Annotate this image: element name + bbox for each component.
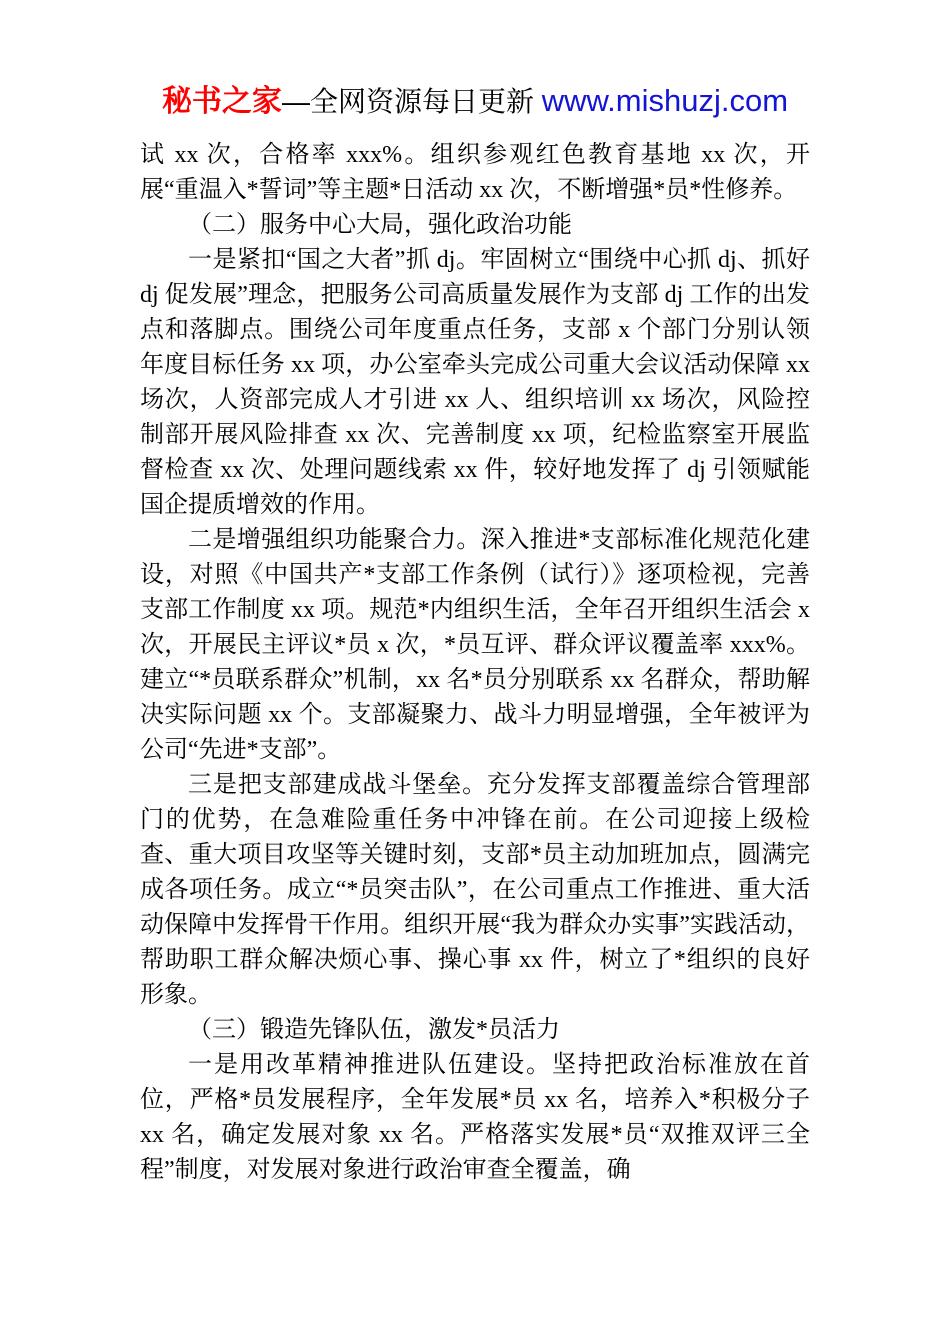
site-tagline: —全网资源每日更新 — [281, 86, 542, 117]
body-paragraph: 三是把支部建成战斗堡垒。充分发挥支部覆盖综合管理部门的优势，在急难险重任务中冲锋在前。在公司迎接上级检查、重大项目攻坚等关键时刻，支部*员主动加班加点，圆满完成各项任务。成立“*员突击队”，在公司重点工作推进、重大活动保障中发挥骨干作用。组织开展“我为群众办实事”实践活动，帮助职工群众解决烦心事、操心事 xx 件，树立了*组织的良好形象。 — [140, 772, 810, 1008]
site-brand: 秘书之家 — [161, 85, 282, 118]
section-heading-3: （三）锻造先锋队伍，激发*员活力 — [188, 1017, 560, 1043]
body-paragraph: 一是紧扣“国之大者”抓 dj。牢固树立“围绕中心抓 dj、抓好 dj 促发展”理念，把服务公司高质量发展作为支部 dj 工作的出发点和落脚点。围绕公司年度重点任务，支部 x 个部门分别认领年度目标任务 xx 项，办公室牵头完成公司重大会议活动保障 xx 场次，人资部完成人才引进 xx 人、组织培训 xx 场次，风险控制部开展风险排查 xx 次、完善制度 xx 项，纪检监察室开展监督检查 xx 次、处理问题线索 xx 件，较好地发挥了 dj 引领赋能国企提质增效的作用。 — [140, 247, 810, 518]
site-url-link[interactable]: www.mishuzj.com — [541, 83, 789, 118]
section-heading-2: （二）服务中心大局，强化政治功能 — [188, 212, 572, 238]
body-paragraph: 一是用改革精神推进队伍建设。坚持把政治标准放在首位，严格*员发展程序，全年发展*员 xx 名，培养入*积极分子 xx 名，确定发展对象 xx 名。严格落实发展*员“双推双评三全程”制度，对发展对象进行政治审查全覆盖，确 — [140, 1052, 810, 1183]
body-paragraph-continuation: 试 xx 次，合格率 xxx%。组织参观红色教育基地 xx 次，开展“重温入*誓词”等主题*日活动 xx 次，不断增强*员*性修养。 — [140, 142, 810, 203]
site-header — [0, 82, 950, 121]
document-body — [140, 138, 810, 1188]
body-paragraph: 二是增强组织功能聚合力。深入推进*支部标准化规范化建设，对照《中国共产*支部工作条例（试行）》逐项检视，完善支部工作制度 xx 项。规范*内组织生活，全年召开组织生活会 x 次，开展民主评议*员 x 次，*员互评、群众评议覆盖率 xxx%。建立“*员联系群众”机制，xx 名*员分别联系 xx 名群众，帮助解决实际问题 xx 个。支部凝聚力、战斗力明显增强，全年被评为公司“先进*支部”。 — [140, 527, 810, 763]
